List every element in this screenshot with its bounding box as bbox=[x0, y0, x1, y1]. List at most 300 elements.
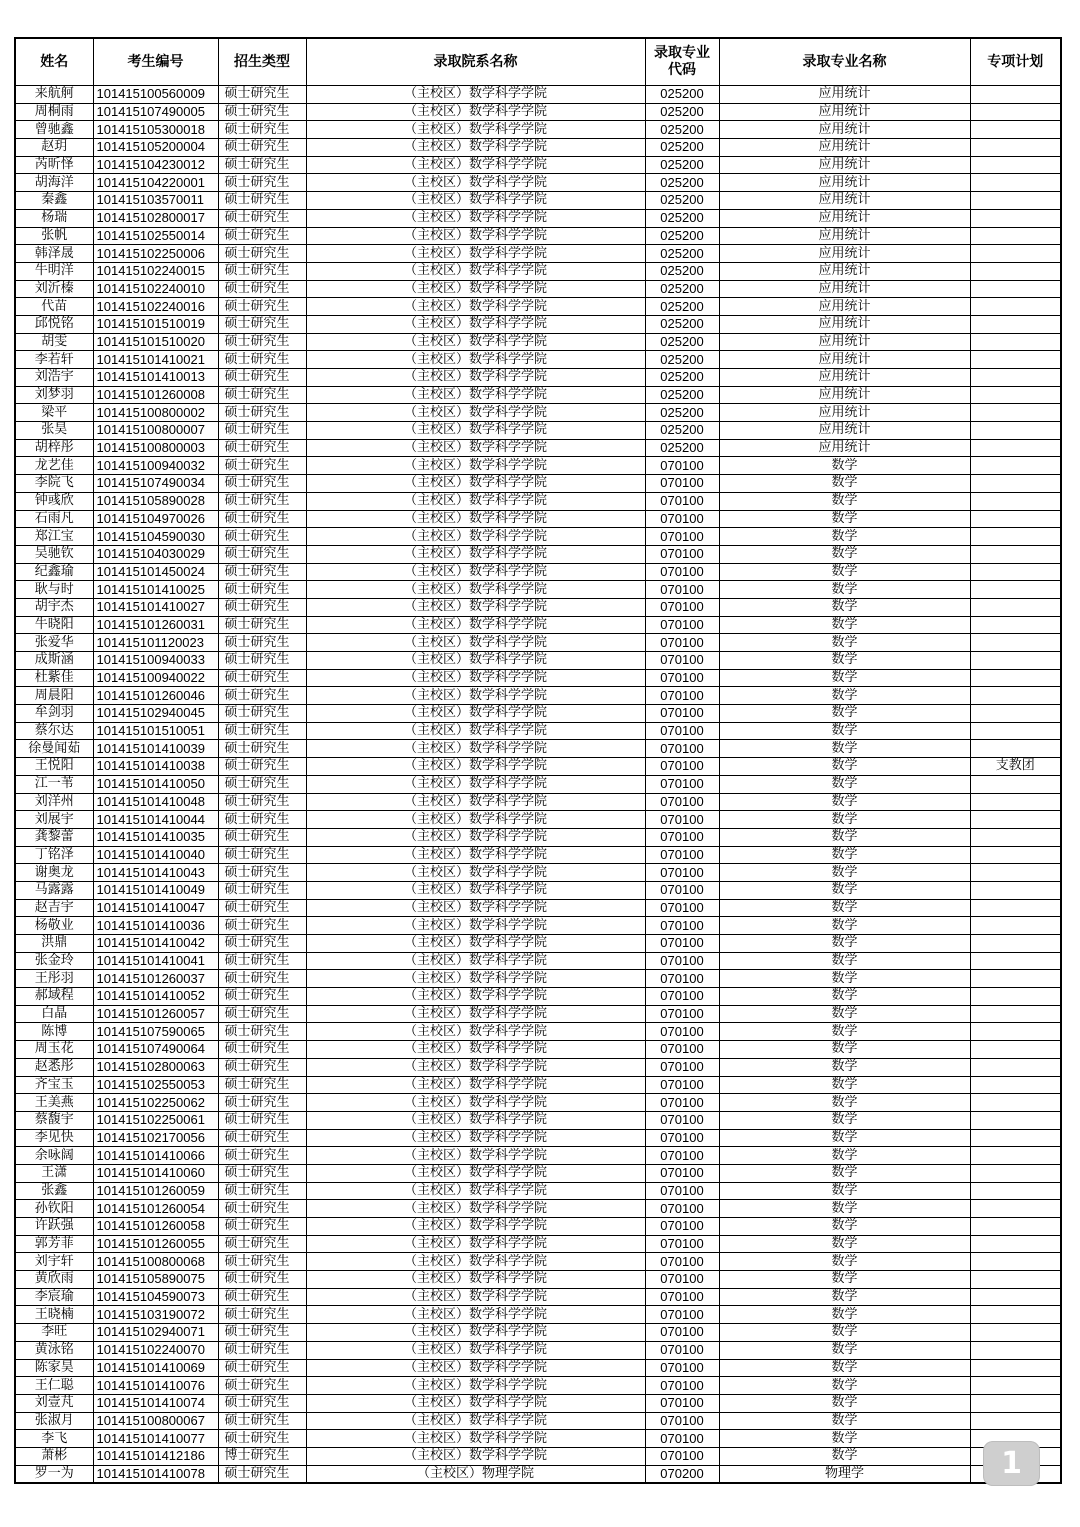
cell-major-code: 070100 bbox=[645, 652, 719, 670]
cell-major-code: 070100 bbox=[645, 705, 719, 723]
table-row bbox=[15, 1041, 1061, 1059]
cell-major-code: 070100 bbox=[645, 1412, 719, 1430]
table-row bbox=[15, 528, 1061, 546]
cell-type: 硕士研究生 bbox=[218, 1288, 306, 1306]
cell-name: 邱悦铭 bbox=[15, 315, 93, 333]
table-row bbox=[15, 280, 1061, 298]
cell-exam-id: 101415104030029 bbox=[93, 545, 218, 563]
cell-exam-id: 101415104220001 bbox=[93, 174, 218, 192]
cell-major-name: 数学 bbox=[719, 1324, 970, 1342]
cell-college: （主校区）数学科学学院 bbox=[306, 121, 645, 139]
cell-major-name: 数学 bbox=[719, 864, 970, 882]
cell-major-name: 数学 bbox=[719, 1200, 970, 1218]
cell-exam-id: 101415101410076 bbox=[93, 1377, 218, 1395]
cell-major-code: 070100 bbox=[645, 616, 719, 634]
cell-special-plan bbox=[970, 121, 1061, 139]
cell-name: 郭芳菲 bbox=[15, 1235, 93, 1253]
table-body bbox=[15, 86, 1061, 1484]
cell-type: 硕士研究生 bbox=[218, 1094, 306, 1112]
cell-special-plan bbox=[970, 1412, 1061, 1430]
table-row bbox=[15, 1465, 1061, 1483]
cell-special-plan bbox=[970, 351, 1061, 369]
cell-college: （主校区）数学科学学院 bbox=[306, 1200, 645, 1218]
cell-special-plan bbox=[970, 1271, 1061, 1289]
cell-exam-id: 101415101510051 bbox=[93, 722, 218, 740]
cell-type: 硕士研究生 bbox=[218, 280, 306, 298]
cell-special-plan bbox=[970, 687, 1061, 705]
table-row bbox=[15, 545, 1061, 563]
cell-type: 硕士研究生 bbox=[218, 722, 306, 740]
cell-college: （主校区）数学科学学院 bbox=[306, 881, 645, 899]
cell-major-name: 数学 bbox=[719, 1076, 970, 1094]
cell-exam-id: 101415107590065 bbox=[93, 1023, 218, 1041]
cell-major-name: 数学 bbox=[719, 1271, 970, 1289]
cell-special-plan bbox=[970, 1129, 1061, 1147]
cell-college: （主校区）数学科学学院 bbox=[306, 1182, 645, 1200]
cell-name: 江一苇 bbox=[15, 775, 93, 793]
cell-type: 硕士研究生 bbox=[218, 351, 306, 369]
cell-exam-id: 101415102800017 bbox=[93, 209, 218, 227]
table-row bbox=[15, 881, 1061, 899]
cell-college: （主校区）数学科学学院 bbox=[306, 1412, 645, 1430]
header-name: 姓名 bbox=[15, 38, 93, 86]
cell-major-name: 应用统计 bbox=[719, 245, 970, 263]
table-row bbox=[15, 1218, 1061, 1236]
cell-major-code: 070100 bbox=[645, 899, 719, 917]
cell-type: 硕士研究生 bbox=[218, 174, 306, 192]
table-row bbox=[15, 103, 1061, 121]
cell-name: 罗一为 bbox=[15, 1465, 93, 1483]
cell-type: 硕士研究生 bbox=[218, 1253, 306, 1271]
cell-exam-id: 101415101410078 bbox=[93, 1465, 218, 1483]
cell-college: （主校区）数学科学学院 bbox=[306, 1359, 645, 1377]
table-row bbox=[15, 121, 1061, 139]
cell-special-plan bbox=[970, 1147, 1061, 1165]
cell-college: （主校区）数学科学学院 bbox=[306, 457, 645, 475]
cell-college: （主校区）数学科学学院 bbox=[306, 1430, 645, 1448]
cell-college: （主校区）数学科学学院 bbox=[306, 864, 645, 882]
cell-major-name: 数学 bbox=[719, 1164, 970, 1182]
cell-college: （主校区）数学科学学院 bbox=[306, 139, 645, 157]
cell-exam-id: 101415102800063 bbox=[93, 1058, 218, 1076]
cell-type: 硕士研究生 bbox=[218, 245, 306, 263]
cell-special-plan bbox=[970, 298, 1061, 316]
cell-special-plan bbox=[970, 86, 1061, 104]
cell-major-code: 070100 bbox=[645, 935, 719, 953]
cell-college: （主校区）数学科学学院 bbox=[306, 793, 645, 811]
cell-college: （主校区）数学科学学院 bbox=[306, 245, 645, 263]
cell-special-plan bbox=[970, 1394, 1061, 1412]
table-row bbox=[15, 422, 1061, 440]
cell-special-plan bbox=[970, 262, 1061, 280]
table-row bbox=[15, 351, 1061, 369]
cell-special-plan: 支教团 bbox=[970, 758, 1061, 776]
cell-major-name: 数学 bbox=[719, 492, 970, 510]
cell-special-plan bbox=[970, 1218, 1061, 1236]
cell-special-plan bbox=[970, 952, 1061, 970]
cell-major-name: 数学 bbox=[719, 1412, 970, 1430]
table-row bbox=[15, 616, 1061, 634]
cell-major-name: 数学 bbox=[719, 952, 970, 970]
table-row bbox=[15, 298, 1061, 316]
cell-major-name: 应用统计 bbox=[719, 280, 970, 298]
cell-college: （主校区）数学科学学院 bbox=[306, 227, 645, 245]
cell-name: 杨瑞 bbox=[15, 209, 93, 227]
cell-type: 硕士研究生 bbox=[218, 935, 306, 953]
cell-special-plan bbox=[970, 775, 1061, 793]
cell-special-plan bbox=[970, 828, 1061, 846]
cell-major-code: 070100 bbox=[645, 970, 719, 988]
cell-college: （主校区）数学科学学院 bbox=[306, 209, 645, 227]
cell-college: （主校区）数学科学学院 bbox=[306, 935, 645, 953]
cell-major-name: 数学 bbox=[719, 1218, 970, 1236]
cell-college: （主校区）数学科学学院 bbox=[306, 1041, 645, 1059]
cell-college: （主校区）数学科学学院 bbox=[306, 634, 645, 652]
cell-exam-id: 101415101410013 bbox=[93, 369, 218, 387]
cell-major-name: 应用统计 bbox=[719, 369, 970, 387]
cell-exam-id: 101415105890028 bbox=[93, 492, 218, 510]
header-type: 招生类型 bbox=[218, 38, 306, 86]
cell-college: （主校区）物理学院 bbox=[306, 1465, 645, 1483]
cell-name: 王彤羽 bbox=[15, 970, 93, 988]
cell-major-name: 数学 bbox=[719, 1111, 970, 1129]
cell-major-code: 025200 bbox=[645, 103, 719, 121]
table-row bbox=[15, 970, 1061, 988]
cell-major-code: 070100 bbox=[645, 1005, 719, 1023]
cell-major-name: 应用统计 bbox=[719, 404, 970, 422]
cell-exam-id: 101415100800068 bbox=[93, 1253, 218, 1271]
header-special-plan: 专项计划 bbox=[970, 38, 1061, 86]
cell-type: 硕士研究生 bbox=[218, 156, 306, 174]
cell-name: 刘壹芃 bbox=[15, 1394, 93, 1412]
cell-name: 杜紫佳 bbox=[15, 669, 93, 687]
cell-exam-id: 101415107490034 bbox=[93, 475, 218, 493]
cell-exam-id: 101415101510019 bbox=[93, 315, 218, 333]
cell-type: 硕士研究生 bbox=[218, 227, 306, 245]
cell-college: （主校区）数学科学学院 bbox=[306, 1005, 645, 1023]
cell-special-plan bbox=[970, 1288, 1061, 1306]
cell-major-name: 应用统计 bbox=[719, 139, 970, 157]
cell-exam-id: 101415101410077 bbox=[93, 1430, 218, 1448]
cell-major-name: 数学 bbox=[719, 652, 970, 670]
cell-exam-id: 101415101410039 bbox=[93, 740, 218, 758]
cell-name: 王潇 bbox=[15, 1164, 93, 1182]
cell-type: 硕士研究生 bbox=[218, 1023, 306, 1041]
cell-major-name: 数学 bbox=[719, 935, 970, 953]
page-number-badge: 1 bbox=[983, 1441, 1040, 1486]
cell-special-plan bbox=[970, 1076, 1061, 1094]
cell-type: 硕士研究生 bbox=[218, 1359, 306, 1377]
cell-college: （主校区）数学科学学院 bbox=[306, 1341, 645, 1359]
cell-exam-id: 101415101260008 bbox=[93, 386, 218, 404]
cell-exam-id: 101415101260054 bbox=[93, 1200, 218, 1218]
cell-major-name: 数学 bbox=[719, 1253, 970, 1271]
cell-special-plan bbox=[970, 1200, 1061, 1218]
cell-type: 硕士研究生 bbox=[218, 1164, 306, 1182]
cell-major-name: 数学 bbox=[719, 510, 970, 528]
cell-special-plan bbox=[970, 917, 1061, 935]
cell-type: 硕士研究生 bbox=[218, 917, 306, 935]
cell-college: （主校区）数学科学学院 bbox=[306, 1058, 645, 1076]
cell-name: 周玉花 bbox=[15, 1041, 93, 1059]
cell-major-name: 应用统计 bbox=[719, 422, 970, 440]
cell-college: （主校区）数学科学学院 bbox=[306, 1076, 645, 1094]
cell-major-code: 025200 bbox=[645, 86, 719, 104]
cell-major-code: 070100 bbox=[645, 545, 719, 563]
table-row bbox=[15, 457, 1061, 475]
cell-college: （主校区）数学科学学院 bbox=[306, 740, 645, 758]
cell-major-name: 数学 bbox=[719, 1094, 970, 1112]
cell-special-plan bbox=[970, 386, 1061, 404]
table-row bbox=[15, 705, 1061, 723]
cell-college: （主校区）数学科学学院 bbox=[306, 1394, 645, 1412]
cell-special-plan bbox=[970, 1094, 1061, 1112]
cell-special-plan bbox=[970, 227, 1061, 245]
cell-major-name: 应用统计 bbox=[719, 333, 970, 351]
cell-special-plan bbox=[970, 475, 1061, 493]
cell-major-code: 025200 bbox=[645, 156, 719, 174]
cell-special-plan bbox=[970, 598, 1061, 616]
cell-exam-id: 101415101260057 bbox=[93, 1005, 218, 1023]
cell-special-plan bbox=[970, 280, 1061, 298]
cell-college: （主校区）数学科学学院 bbox=[306, 103, 645, 121]
cell-major-code: 070100 bbox=[645, 492, 719, 510]
cell-major-name: 数学 bbox=[719, 1041, 970, 1059]
cell-major-code: 070100 bbox=[645, 881, 719, 899]
cell-college: （主校区）数学科学学院 bbox=[306, 333, 645, 351]
cell-name: 秦鑫 bbox=[15, 192, 93, 210]
table-row bbox=[15, 1076, 1061, 1094]
cell-type: 硕士研究生 bbox=[218, 1111, 306, 1129]
cell-special-plan bbox=[970, 846, 1061, 864]
cell-major-name: 数学 bbox=[719, 811, 970, 829]
cell-exam-id: 101415104230012 bbox=[93, 156, 218, 174]
cell-exam-id: 101415107490005 bbox=[93, 103, 218, 121]
cell-name: 王仁聪 bbox=[15, 1377, 93, 1395]
cell-name: 成斯涵 bbox=[15, 652, 93, 670]
cell-major-name: 数学 bbox=[719, 846, 970, 864]
cell-name: 李飞 bbox=[15, 1430, 93, 1448]
cell-type: 硕士研究生 bbox=[218, 139, 306, 157]
cell-name: 张鑫 bbox=[15, 1182, 93, 1200]
table-row bbox=[15, 598, 1061, 616]
table-row bbox=[15, 1341, 1061, 1359]
table-row bbox=[15, 386, 1061, 404]
cell-type: 硕士研究生 bbox=[218, 1341, 306, 1359]
cell-major-code: 070100 bbox=[645, 510, 719, 528]
cell-exam-id: 101415102240016 bbox=[93, 298, 218, 316]
cell-type: 硕士研究生 bbox=[218, 528, 306, 546]
table-row bbox=[15, 775, 1061, 793]
table-row bbox=[15, 1164, 1061, 1182]
cell-major-code: 070100 bbox=[645, 1288, 719, 1306]
cell-exam-id: 101415101410036 bbox=[93, 917, 218, 935]
table-row bbox=[15, 1111, 1061, 1129]
cell-major-code: 070100 bbox=[645, 1094, 719, 1112]
cell-type: 硕士研究生 bbox=[218, 369, 306, 387]
cell-special-plan bbox=[970, 1023, 1061, 1041]
cell-name: 许跃强 bbox=[15, 1218, 93, 1236]
cell-college: （主校区）数学科学学院 bbox=[306, 669, 645, 687]
cell-special-plan bbox=[970, 652, 1061, 670]
table-row bbox=[15, 1359, 1061, 1377]
cell-major-name: 应用统计 bbox=[719, 262, 970, 280]
cell-exam-id: 101415107490064 bbox=[93, 1041, 218, 1059]
table-row bbox=[15, 245, 1061, 263]
table-row bbox=[15, 1005, 1061, 1023]
cell-name: 胡梓彤 bbox=[15, 439, 93, 457]
cell-exam-id: 101415101410074 bbox=[93, 1394, 218, 1412]
cell-major-name: 应用统计 bbox=[719, 227, 970, 245]
table-row bbox=[15, 156, 1061, 174]
cell-major-name: 应用统计 bbox=[719, 439, 970, 457]
table-row bbox=[15, 899, 1061, 917]
cell-type: 硕士研究生 bbox=[218, 1182, 306, 1200]
cell-college: （主校区）数学科学学院 bbox=[306, 828, 645, 846]
cell-exam-id: 101415103570011 bbox=[93, 192, 218, 210]
cell-major-code: 070100 bbox=[645, 864, 719, 882]
cell-college: （主校区）数学科学学院 bbox=[306, 422, 645, 440]
cell-exam-id: 101415101260055 bbox=[93, 1235, 218, 1253]
cell-exam-id: 101415101120023 bbox=[93, 634, 218, 652]
table-row bbox=[15, 209, 1061, 227]
cell-special-plan bbox=[970, 139, 1061, 157]
cell-special-plan bbox=[970, 722, 1061, 740]
cell-name: 胡宇杰 bbox=[15, 598, 93, 616]
cell-major-code: 025200 bbox=[645, 404, 719, 422]
cell-exam-id: 101415104590030 bbox=[93, 528, 218, 546]
cell-exam-id: 101415101410050 bbox=[93, 775, 218, 793]
cell-special-plan bbox=[970, 1235, 1061, 1253]
cell-name: 刘宇轩 bbox=[15, 1253, 93, 1271]
cell-major-code: 070100 bbox=[645, 1200, 719, 1218]
cell-college: （主校区）数学科学学院 bbox=[306, 846, 645, 864]
cell-name: 芮昕怿 bbox=[15, 156, 93, 174]
cell-name: 李若轩 bbox=[15, 351, 93, 369]
cell-college: （主校区）数学科学学院 bbox=[306, 1377, 645, 1395]
table-row bbox=[15, 174, 1061, 192]
cell-major-code: 070100 bbox=[645, 457, 719, 475]
cell-name: 曾驰鑫 bbox=[15, 121, 93, 139]
cell-type: 硕士研究生 bbox=[218, 386, 306, 404]
cell-college: （主校区）数学科学学院 bbox=[306, 563, 645, 581]
cell-name: 徐曼闻茹 bbox=[15, 740, 93, 758]
cell-major-code: 025200 bbox=[645, 262, 719, 280]
cell-major-name: 数学 bbox=[719, 899, 970, 917]
table-row bbox=[15, 952, 1061, 970]
cell-exam-id: 101415104970026 bbox=[93, 510, 218, 528]
cell-college: （主校区）数学科学学院 bbox=[306, 1306, 645, 1324]
cell-major-code: 025200 bbox=[645, 245, 719, 263]
cell-major-name: 应用统计 bbox=[719, 121, 970, 139]
cell-exam-id: 101415101410060 bbox=[93, 1164, 218, 1182]
cell-major-code: 025200 bbox=[645, 422, 719, 440]
cell-major-code: 070100 bbox=[645, 1341, 719, 1359]
cell-exam-id: 101415103190072 bbox=[93, 1306, 218, 1324]
table-row bbox=[15, 828, 1061, 846]
admission-list-table bbox=[14, 37, 1062, 1484]
cell-special-plan bbox=[970, 988, 1061, 1006]
cell-major-code: 025200 bbox=[645, 351, 719, 369]
cell-major-name: 数学 bbox=[719, 687, 970, 705]
table-row bbox=[15, 1182, 1061, 1200]
cell-exam-id: 101415101410021 bbox=[93, 351, 218, 369]
cell-type: 硕士研究生 bbox=[218, 811, 306, 829]
cell-college: （主校区）数学科学学院 bbox=[306, 156, 645, 174]
header-exam-id: 考生编号 bbox=[93, 38, 218, 86]
cell-type: 硕士研究生 bbox=[218, 1306, 306, 1324]
cell-special-plan bbox=[970, 1306, 1061, 1324]
cell-major-name: 数学 bbox=[719, 634, 970, 652]
cell-name: 胡雯 bbox=[15, 333, 93, 351]
cell-exam-id: 101415102240015 bbox=[93, 262, 218, 280]
table-row bbox=[15, 510, 1061, 528]
cell-special-plan bbox=[970, 1005, 1061, 1023]
cell-type: 硕士研究生 bbox=[218, 1271, 306, 1289]
cell-major-code: 025200 bbox=[645, 315, 719, 333]
table-row bbox=[15, 192, 1061, 210]
cell-type: 硕士研究生 bbox=[218, 1129, 306, 1147]
table-row bbox=[15, 1306, 1061, 1324]
cell-college: （主校区）数学科学学院 bbox=[306, 545, 645, 563]
cell-major-code: 025200 bbox=[645, 139, 719, 157]
cell-college: （主校区）数学科学学院 bbox=[306, 1111, 645, 1129]
cell-major-code: 070100 bbox=[645, 1359, 719, 1377]
cell-type: 硕士研究生 bbox=[218, 1041, 306, 1059]
cell-exam-id: 101415101410035 bbox=[93, 828, 218, 846]
cell-major-code: 025200 bbox=[645, 280, 719, 298]
cell-major-name: 数学 bbox=[719, 828, 970, 846]
cell-special-plan bbox=[970, 1341, 1061, 1359]
cell-type: 硕士研究生 bbox=[218, 793, 306, 811]
cell-major-name: 应用统计 bbox=[719, 298, 970, 316]
cell-college: （主校区）数学科学学院 bbox=[306, 1129, 645, 1147]
cell-special-plan bbox=[970, 315, 1061, 333]
cell-type: 硕士研究生 bbox=[218, 439, 306, 457]
cell-special-plan bbox=[970, 705, 1061, 723]
cell-major-name: 应用统计 bbox=[719, 103, 970, 121]
cell-type: 硕士研究生 bbox=[218, 404, 306, 422]
cell-college: （主校区）数学科学学院 bbox=[306, 1094, 645, 1112]
cell-major-name: 物理学 bbox=[719, 1465, 970, 1483]
cell-college: （主校区）数学科学学院 bbox=[306, 652, 645, 670]
cell-exam-id: 101415101410025 bbox=[93, 581, 218, 599]
cell-type: 硕士研究生 bbox=[218, 333, 306, 351]
cell-exam-id: 101415101410052 bbox=[93, 988, 218, 1006]
cell-name: 蔡馥宇 bbox=[15, 1111, 93, 1129]
cell-special-plan bbox=[970, 1182, 1061, 1200]
cell-exam-id: 101415101260059 bbox=[93, 1182, 218, 1200]
cell-name: 杨敬业 bbox=[15, 917, 93, 935]
cell-type: 硕士研究生 bbox=[218, 563, 306, 581]
cell-major-code: 070100 bbox=[645, 1111, 719, 1129]
cell-name: 赵悉彤 bbox=[15, 1058, 93, 1076]
cell-exam-id: 101415100940032 bbox=[93, 457, 218, 475]
cell-college: （主校区）数学科学学院 bbox=[306, 86, 645, 104]
table-row bbox=[15, 139, 1061, 157]
cell-special-plan bbox=[970, 1377, 1061, 1395]
cell-special-plan bbox=[970, 510, 1061, 528]
table-row bbox=[15, 988, 1061, 1006]
cell-special-plan bbox=[970, 864, 1061, 882]
cell-college: （主校区）数学科学学院 bbox=[306, 510, 645, 528]
cell-type: 硕士研究生 bbox=[218, 1058, 306, 1076]
table-row bbox=[15, 652, 1061, 670]
cell-major-name: 数学 bbox=[719, 1182, 970, 1200]
cell-type: 硕士研究生 bbox=[218, 1465, 306, 1483]
cell-college: （主校区）数学科学学院 bbox=[306, 1023, 645, 1041]
cell-major-code: 070100 bbox=[645, 740, 719, 758]
